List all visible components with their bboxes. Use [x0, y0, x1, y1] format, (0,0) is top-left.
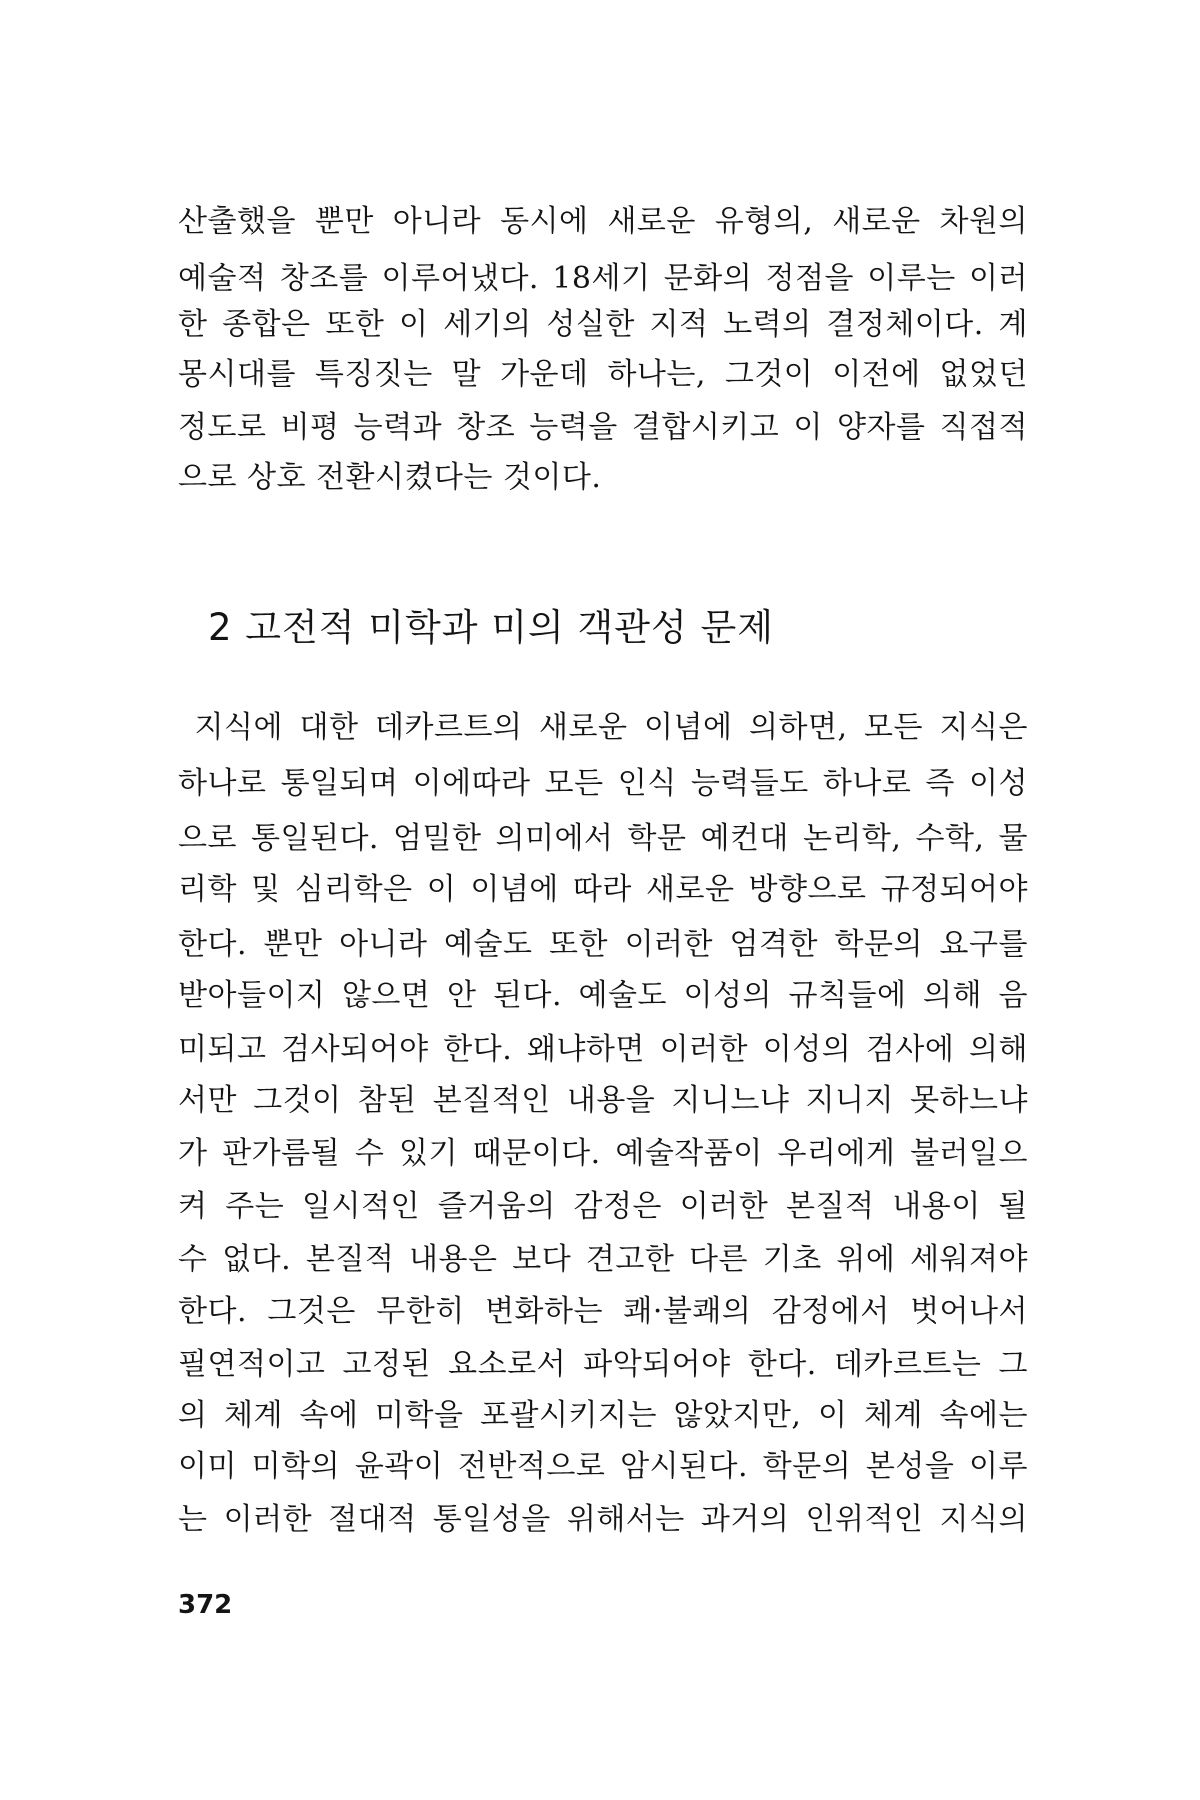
section-heading: 2 고전적 미학과 미의 객관성 문제: [208, 606, 774, 649]
paragraph-line: 한 종합은 또한 이 세기의 성실한 지적 노력의 결정체이다. 계: [178, 307, 1028, 342]
paragraph-line: 미되고 검사되어야 한다. 왜냐하면 이러한 이성의 검사에 의해: [178, 1032, 1028, 1067]
paragraph-line: 한다. 그것은 무한히 변화하는 쾌·불쾌의 감정에서 벗어나서: [178, 1294, 1028, 1329]
paragraph-line: 이미 미학의 윤곽이 전반적으로 암시된다. 학문의 본성을 이루: [178, 1449, 1028, 1484]
paragraph-line: 몽시대를 특징짓는 말 가운데 하나는, 그것이 이전에 없었던: [178, 357, 1028, 392]
paragraph-line: 지식에 대한 데카르트의 새로운 이념에 의하면, 모든 지식은: [178, 710, 1028, 745]
paragraph-line: 가 판가름될 수 있기 때문이다. 예술작품이 우리에게 불러일으: [178, 1136, 1028, 1171]
paragraph-line: 받아들이지 않으면 안 된다. 예술도 이성의 규칙들에 의해 음: [178, 978, 1028, 1013]
paragraph-line: 리학 및 심리학은 이 이념에 따라 새로운 방향으로 규정되어야: [178, 872, 1028, 907]
paragraph-line: 으로 상호 전환시켰다는 것이다.: [178, 460, 602, 495]
paragraph-line: 산출했을 뿐만 아니라 동시에 새로운 유형의, 새로운 차원의: [178, 204, 1028, 239]
paragraph-line: 필연적이고 고정된 요소로서 파악되어야 한다. 데카르트는 그: [178, 1347, 1028, 1382]
paragraph-line: 정도로 비평 능력과 창조 능력을 결합시키고 이 양자를 직접적: [178, 410, 1028, 445]
paragraph-line: 서만 그것이 참된 본질적인 내용을 지니느냐 지니지 못하느냐: [178, 1083, 1028, 1118]
paragraph-line: 한다. 뿐만 아니라 예술도 또한 이러한 엄격한 학문의 요구를: [178, 927, 1028, 962]
paragraph-line: 으로 통일된다. 엄밀한 의미에서 학문 예컨대 논리학, 수학, 물: [178, 821, 1028, 856]
paragraph-line: 켜 주는 일시적인 즐거움의 감정은 이러한 본질적 내용이 될: [178, 1189, 1028, 1224]
paragraph-line: 수 없다. 본질적 내용은 보다 견고한 다른 기초 위에 세워져야: [178, 1242, 1028, 1277]
page-number: 372: [178, 1590, 233, 1620]
paragraph-line: 예술적 창조를 이루어냈다. 18세기 문화의 정점을 이루는 이러: [178, 261, 1028, 296]
paragraph-line: 하나로 통일되며 이에따라 모든 인식 능력들도 하나로 즉 이성: [178, 766, 1028, 801]
paragraph-line: 의 체계 속에 미학을 포괄시키지는 않았지만, 이 체계 속에는: [178, 1398, 1028, 1433]
paragraph-line: 는 이러한 절대적 통일성을 위해서는 과거의 인위적인 지식의: [178, 1502, 1028, 1537]
